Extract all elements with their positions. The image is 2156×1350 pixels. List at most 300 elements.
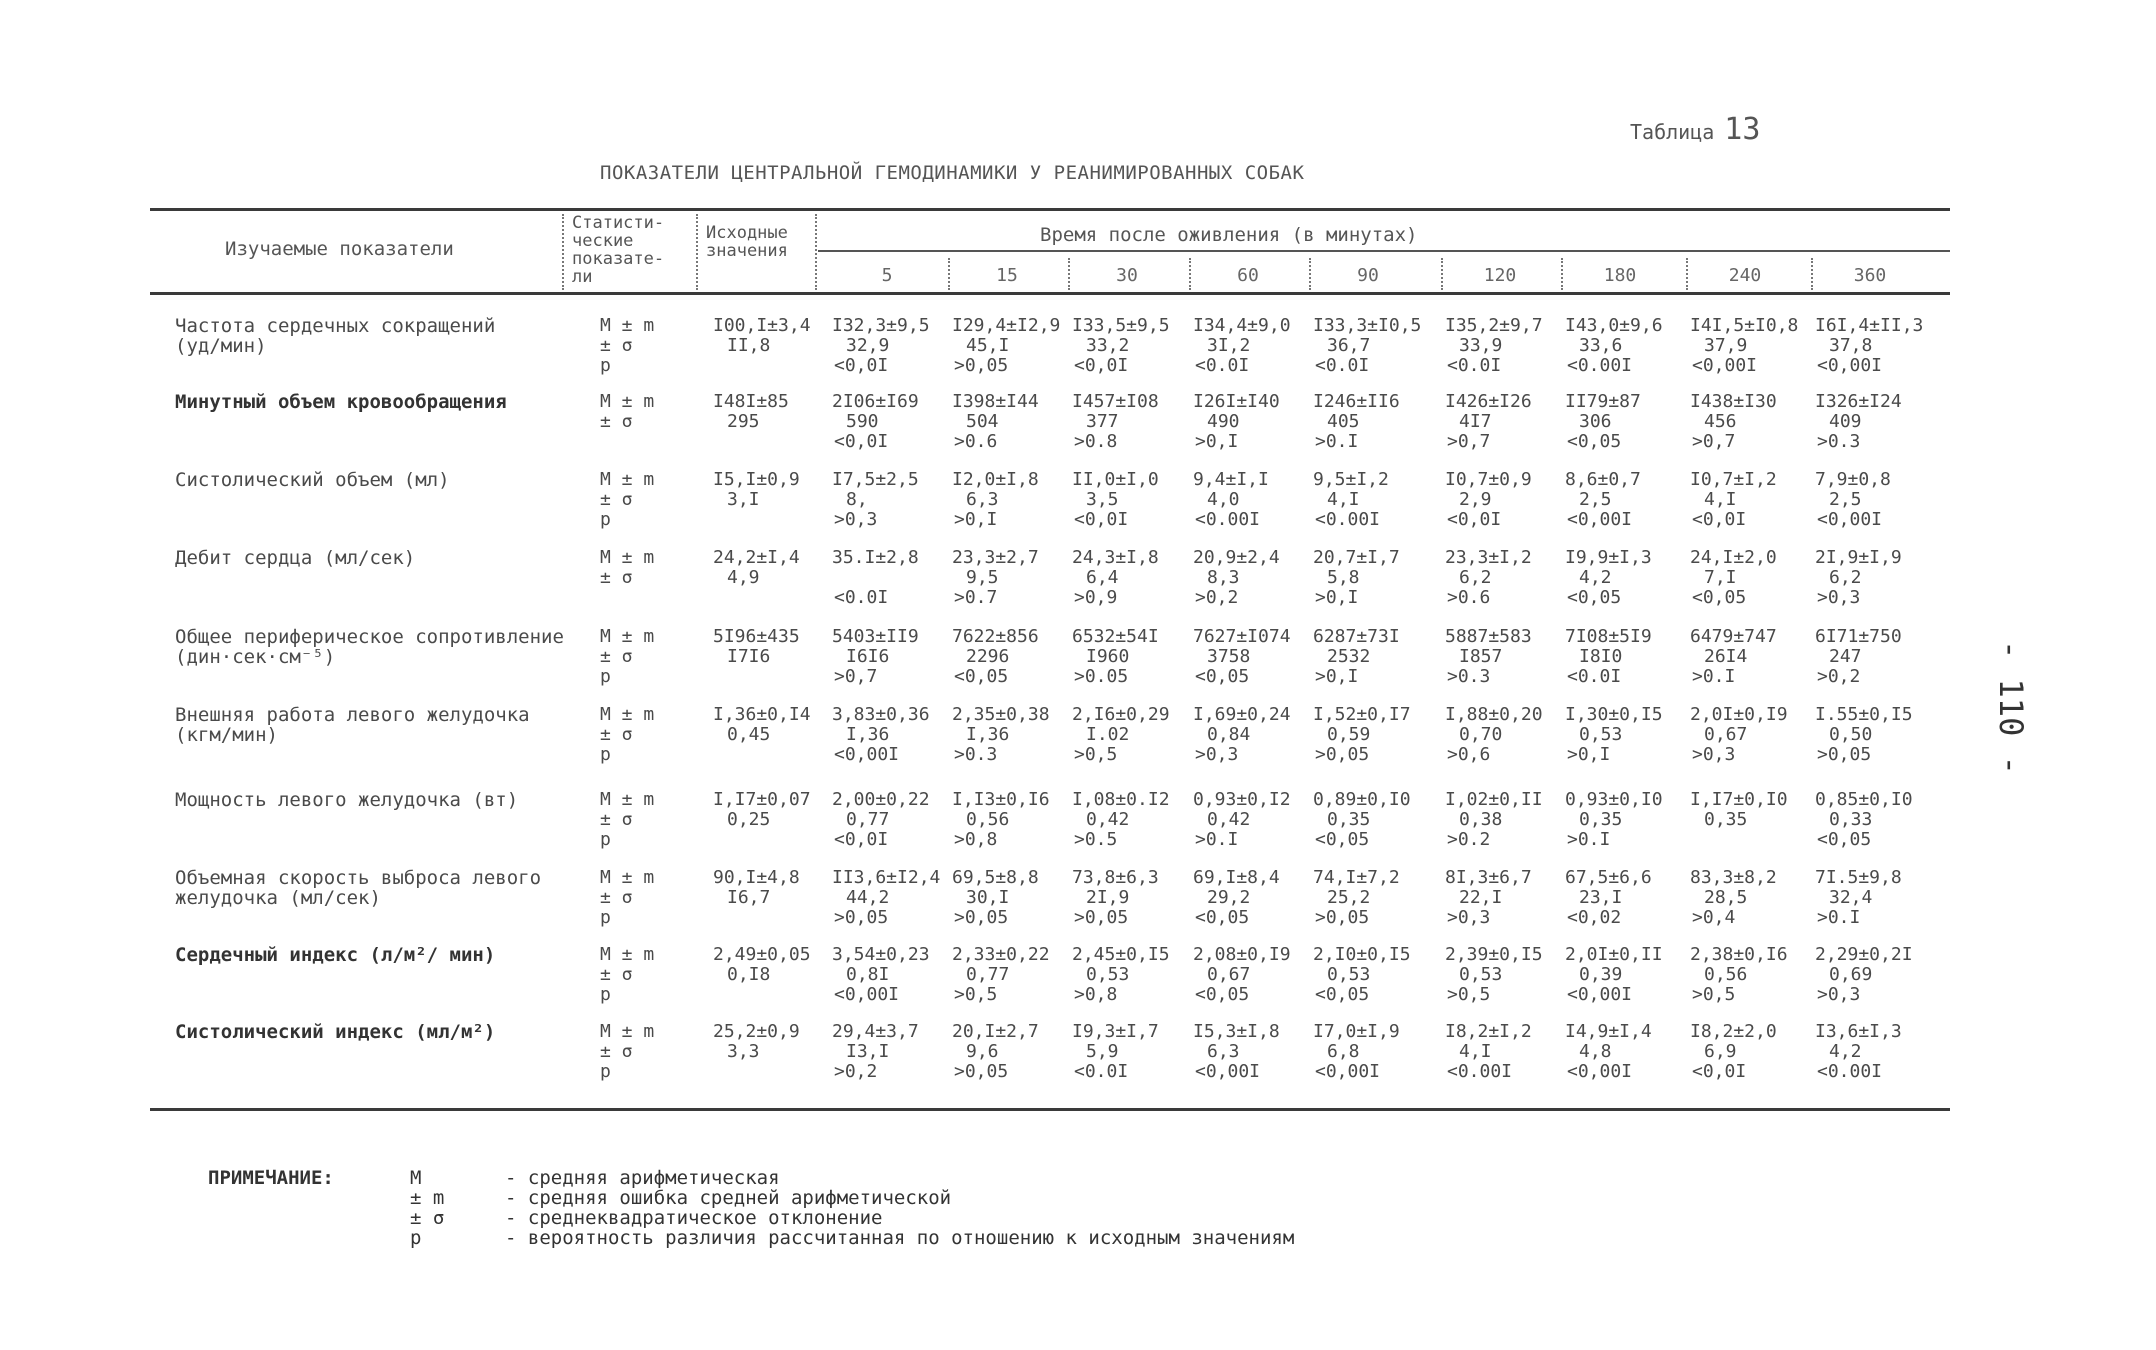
cell-mean: 20,I±2,7 xyxy=(952,1021,1039,1042)
cell-mean: I326±I24 xyxy=(1815,391,1902,412)
cell-sd: 9,5 xyxy=(966,567,999,588)
cell-sd: 36,7 xyxy=(1327,335,1371,356)
time-cell xyxy=(832,316,930,376)
cell-mean: 35.I±2,8 xyxy=(832,547,919,568)
time-cell xyxy=(1072,705,1170,765)
cell-sd: 28,5 xyxy=(1704,887,1748,908)
cell-mean: I,02±0,II xyxy=(1445,789,1543,810)
cell-p: >0.6 xyxy=(1447,587,1491,608)
cell-p: >0.2 xyxy=(1447,829,1491,850)
table-bottom-rule xyxy=(150,1108,1950,1111)
time-cell xyxy=(832,945,930,1005)
cell-mean: 2,29±0,2I xyxy=(1815,944,1913,965)
time-column-separator xyxy=(1068,258,1070,290)
row-label: Дебит сердца (мл/сек) xyxy=(175,547,416,569)
cell-sd: I6I6 xyxy=(846,646,890,667)
time-cell xyxy=(1193,868,1280,928)
cell-sd: I6,7 xyxy=(727,887,771,908)
cell-mean: I438±I30 xyxy=(1690,391,1777,412)
time-cell xyxy=(952,868,1039,928)
cell-sd: 0,69 xyxy=(1829,964,1873,985)
time-column-120: 120 xyxy=(1483,265,1517,286)
time-cell xyxy=(952,470,1039,530)
cell-p: >0.7 xyxy=(954,587,998,608)
cell-sd: 0,8I xyxy=(846,964,890,985)
cell-mean: 2,I0±0,I5 xyxy=(1313,944,1411,965)
time-cell xyxy=(1445,868,1532,928)
cell-sd: I,36 xyxy=(966,724,1010,745)
cell-p: <0,0I xyxy=(1074,509,1129,530)
cell-p: <0,05 xyxy=(1817,829,1872,850)
cell-p: <0,05 xyxy=(1195,907,1250,928)
time-cell xyxy=(1565,1022,1652,1082)
cell-sd: 405 xyxy=(1327,411,1360,432)
cell-sd: 2296 xyxy=(966,646,1010,667)
baseline-cell xyxy=(713,548,800,608)
time-column-180: 180 xyxy=(1603,265,1637,286)
cell-p: <0,0I xyxy=(834,355,889,376)
time-cell xyxy=(1193,548,1280,608)
time-cell xyxy=(1445,548,1532,608)
cell-mean: I8,2±2,0 xyxy=(1690,1021,1777,1042)
time-cell xyxy=(1565,790,1663,850)
cell-sd: 37,9 xyxy=(1704,335,1748,356)
cell-mean: I5,I±0,9 xyxy=(713,469,800,490)
row-label: Мощность левого желудочка (вт) xyxy=(175,789,519,811)
time-cell xyxy=(1445,1022,1532,1082)
cell-mean: I9,3±I,7 xyxy=(1072,1021,1159,1042)
cell-mean: I35,2±9,7 xyxy=(1445,315,1543,336)
cell-p: >0.3 xyxy=(1817,431,1861,452)
row-stat-symbols: M ± m ± σ p xyxy=(600,944,655,1005)
cell-sd: 22,I xyxy=(1459,887,1503,908)
cell-mean: 69,I±8,4 xyxy=(1193,867,1280,888)
cell-mean: I398±I44 xyxy=(952,391,1039,412)
cell-p: >0,05 xyxy=(1074,907,1129,928)
cell-sd: 26I4 xyxy=(1704,646,1748,667)
cell-mean: 2I06±I69 xyxy=(832,391,919,412)
cell-p: >0,05 xyxy=(1315,907,1370,928)
column-separator xyxy=(815,214,817,290)
cell-p: <0,05 xyxy=(1195,666,1250,687)
cell-sd: 44,2 xyxy=(846,887,890,908)
cell-p: >0.I xyxy=(1195,829,1239,850)
cell-mean: 3,54±0,23 xyxy=(832,944,930,965)
cell-mean: 67,5±6,6 xyxy=(1565,867,1652,888)
cell-sd: 409 xyxy=(1829,411,1862,432)
cell-p: >0.I xyxy=(1567,829,1611,850)
time-cell xyxy=(1072,1022,1159,1082)
cell-sd: 0,59 xyxy=(1327,724,1371,745)
cell-sd: 25,2 xyxy=(1327,887,1371,908)
cell-p: <0,00I xyxy=(834,744,900,765)
cell-p xyxy=(713,1062,800,1082)
cell-p: >0,2 xyxy=(1195,587,1239,608)
cell-mean: 6I71±750 xyxy=(1815,626,1902,647)
cell-mean: I,08±0.I2 xyxy=(1072,789,1170,810)
cell-mean: 7,9±0,8 xyxy=(1815,469,1891,490)
time-cell xyxy=(832,392,919,452)
cell-p: >0.I xyxy=(1692,666,1736,687)
cell-p: >0,05 xyxy=(1817,744,1872,765)
cell-sd: 3,3 xyxy=(727,1041,760,1062)
cell-p: >0,5 xyxy=(1074,744,1118,765)
time-cell xyxy=(1445,316,1543,376)
cell-p xyxy=(1690,830,1788,850)
cell-sd: 32,4 xyxy=(1829,887,1873,908)
cell-p: <0.00I xyxy=(1817,1061,1883,1082)
time-column-30: 30 xyxy=(1116,265,1138,286)
baseline-cell xyxy=(713,705,811,765)
cell-sd: 2I,9 xyxy=(1086,887,1130,908)
cell-mean: 23,3±I,2 xyxy=(1445,547,1532,568)
cell-sd: 4I7 xyxy=(1459,411,1492,432)
time-cell xyxy=(1313,1022,1400,1082)
time-cell xyxy=(1313,945,1411,1005)
time-cell xyxy=(1072,470,1159,530)
cell-mean: I0,7±0,9 xyxy=(1445,469,1532,490)
time-cell xyxy=(952,705,1050,765)
row-stat-symbols: M ± m ± σ p xyxy=(600,704,655,765)
header-baseline: Исходные значения xyxy=(706,223,788,261)
time-cell xyxy=(1690,868,1777,928)
time-header-rule xyxy=(818,250,1950,252)
cell-mean: I6I,4±II,3 xyxy=(1815,315,1924,336)
cell-sd: 33,6 xyxy=(1579,335,1623,356)
cell-mean: 2,33±0,22 xyxy=(952,944,1050,965)
row-stat-symbols: M ± m ± σ p xyxy=(600,315,655,376)
cell-mean: 7I08±5I9 xyxy=(1565,626,1652,647)
cell-sd: 7,I xyxy=(1704,567,1737,588)
time-cell xyxy=(1313,705,1411,765)
column-separator xyxy=(696,214,698,290)
time-cell xyxy=(1313,470,1389,530)
cell-mean: I426±I26 xyxy=(1445,391,1532,412)
time-cell xyxy=(1193,705,1291,765)
cell-sd: 6,2 xyxy=(1459,567,1492,588)
cell-p: <0,0I xyxy=(1074,355,1129,376)
cell-p: >0.5 xyxy=(1074,829,1118,850)
table-label: Таблица 13 xyxy=(1630,112,1761,147)
cell-p: <0,02 xyxy=(1567,907,1622,928)
cell-mean: I,I7±0,I0 xyxy=(1690,789,1788,810)
cell-mean: 6532±54I xyxy=(1072,626,1159,647)
cell-sd: 2,5 xyxy=(1579,489,1612,510)
cell-mean: 90,I±4,8 xyxy=(713,867,800,888)
cell-p: >0,I xyxy=(1195,431,1239,452)
cell-p: >0,05 xyxy=(954,355,1009,376)
cell-p: <0,0I xyxy=(834,829,889,850)
cell-sd: 6,2 xyxy=(1829,567,1862,588)
cell-p: <0,00I xyxy=(1817,355,1883,376)
time-cell xyxy=(832,470,919,530)
cell-sd: 4,I xyxy=(1459,1041,1492,1062)
cell-mean: 83,3±8,2 xyxy=(1690,867,1777,888)
cell-sd: 0,53 xyxy=(1579,724,1623,745)
cell-p: <0.00I xyxy=(1195,509,1261,530)
note-symbols: M ± m ± σ p xyxy=(410,1167,445,1249)
cell-p: >0,I xyxy=(954,509,998,530)
time-column-15: 15 xyxy=(996,265,1018,286)
time-cell xyxy=(1815,627,1902,687)
cell-sd: 30,I xyxy=(966,887,1010,908)
cell-mean: 29,4±3,7 xyxy=(832,1021,919,1042)
cell-mean: I29,4±I2,9 xyxy=(952,315,1061,336)
time-cell xyxy=(1565,627,1652,687)
time-cell xyxy=(832,1022,919,1082)
cell-mean: 7I.5±9,8 xyxy=(1815,867,1902,888)
baseline-cell xyxy=(713,392,789,452)
cell-mean: 24,3±I,8 xyxy=(1072,547,1159,568)
cell-mean: I4I,5±I0,8 xyxy=(1690,315,1799,336)
time-cell xyxy=(1690,392,1777,452)
cell-sd: 456 xyxy=(1704,411,1737,432)
time-cell xyxy=(1815,316,1923,376)
time-column-240: 240 xyxy=(1728,265,1762,286)
header-bottom-rule xyxy=(150,292,1950,295)
time-cell xyxy=(1690,945,1788,1005)
row-label: Объемная скорость выброса левого желудочка (мл/сек) xyxy=(175,867,542,909)
cell-p: <0.00I xyxy=(1447,1061,1513,1082)
baseline-cell xyxy=(713,316,811,376)
cell-mean: I,52±0,I7 xyxy=(1313,704,1411,725)
time-cell xyxy=(1445,392,1532,452)
cell-p: <0,05 xyxy=(1195,984,1250,1005)
time-cell xyxy=(1445,705,1543,765)
time-cell xyxy=(952,548,1039,608)
time-cell xyxy=(1565,868,1652,928)
row-stat-symbols: M ± m ± σ p xyxy=(600,1021,655,1082)
header-stat: Статисти- ческие показате- ли xyxy=(572,213,665,287)
cell-p: <0,05 xyxy=(954,666,1009,687)
cell-p: >0,3 xyxy=(1195,744,1239,765)
time-cell xyxy=(832,548,919,608)
cell-p xyxy=(713,667,800,687)
time-cell xyxy=(1565,945,1663,1005)
time-column-separator xyxy=(1561,258,1563,290)
cell-p: >0,4 xyxy=(1692,907,1736,928)
cell-sd: I960 xyxy=(1086,646,1130,667)
time-cell xyxy=(1072,868,1159,928)
time-cell xyxy=(1193,945,1291,1005)
time-cell xyxy=(952,1022,1039,1082)
time-column-separator xyxy=(1811,258,1813,290)
cell-p: >0,6 xyxy=(1447,744,1491,765)
cell-sd: 6,8 xyxy=(1327,1041,1360,1062)
cell-sd: 6,4 xyxy=(1086,567,1119,588)
page-number: - 110 - xyxy=(1992,640,2030,775)
time-cell xyxy=(1313,868,1400,928)
row-stat-symbols: M ± m ± σ p xyxy=(600,626,655,687)
table-top-rule xyxy=(150,208,1950,211)
cell-p: <0,05 xyxy=(1692,587,1747,608)
cell-mean: 2,00±0,22 xyxy=(832,789,930,810)
time-cell xyxy=(1445,945,1543,1005)
cell-mean: I3,6±I,3 xyxy=(1815,1021,1902,1042)
cell-p: >0,I xyxy=(1315,666,1359,687)
cell-p: >0,05 xyxy=(834,907,889,928)
time-cell xyxy=(1193,627,1291,687)
cell-sd: 2,9 xyxy=(1459,489,1492,510)
cell-mean: 2,I6±0,29 xyxy=(1072,704,1170,725)
cell-mean: 2,45±0,I5 xyxy=(1072,944,1170,965)
header-time-group: Время после оживления (в минутах) xyxy=(1040,224,1418,246)
cell-mean: 2,08±0,I9 xyxy=(1193,944,1291,965)
cell-p: >0,9 xyxy=(1074,587,1118,608)
cell-sd: 0,42 xyxy=(1086,809,1130,830)
cell-mean: 8,6±0,7 xyxy=(1565,469,1641,490)
cell-mean: 7622±856 xyxy=(952,626,1039,647)
time-column-separator xyxy=(1189,258,1191,290)
cell-sd: 3758 xyxy=(1207,646,1251,667)
cell-sd: 0,70 xyxy=(1459,724,1503,745)
time-cell xyxy=(1815,790,1913,850)
cell-p: >0.8 xyxy=(1074,431,1118,452)
cell-sd: 6,3 xyxy=(966,489,999,510)
time-cell xyxy=(1565,548,1652,608)
cell-p: >0.6 xyxy=(954,431,998,452)
cell-sd: 0,38 xyxy=(1459,809,1503,830)
time-cell xyxy=(1690,548,1777,608)
cell-sd: 32,9 xyxy=(846,335,890,356)
time-cell xyxy=(1313,627,1400,687)
cell-sd: I8I0 xyxy=(1579,646,1623,667)
cell-p: <0.0I xyxy=(1567,666,1622,687)
cell-p: <0,05 xyxy=(1567,587,1622,608)
header-indicator: Изучаемые показатели xyxy=(225,238,454,260)
time-cell xyxy=(952,790,1050,850)
cell-sd: 3I,2 xyxy=(1207,335,1251,356)
cell-sd: 0,84 xyxy=(1207,724,1251,745)
cell-mean: II3,6±I2,4 xyxy=(832,867,941,888)
cell-mean: I.55±0,I5 xyxy=(1815,704,1913,725)
cell-sd: 0,56 xyxy=(1704,964,1748,985)
cell-mean: 2,49±0,05 xyxy=(713,944,811,965)
row-label: Общее периферическое сопротивление (дин·сек·см⁻⁵) xyxy=(175,626,564,668)
note-heading: ПРИМЕЧАНИЕ: xyxy=(208,1167,334,1189)
cell-p: >0,7 xyxy=(1692,431,1736,452)
cell-sd: 2532 xyxy=(1327,646,1371,667)
cell-sd: 4,I xyxy=(1327,489,1360,510)
cell-mean: II79±87 xyxy=(1565,391,1641,412)
cell-p: <0,0I xyxy=(834,431,889,452)
time-cell xyxy=(832,627,919,687)
time-cell xyxy=(952,627,1039,687)
cell-sd: 0,56 xyxy=(966,809,1010,830)
time-cell xyxy=(1815,470,1891,530)
cell-p: <0.0I xyxy=(1447,355,1502,376)
cell-sd: 0,39 xyxy=(1579,964,1623,985)
cell-sd: 490 xyxy=(1207,411,1240,432)
cell-mean: 6287±73I xyxy=(1313,626,1400,647)
row-label: Внешняя работа левого желудочка (кгм/мин) xyxy=(175,704,530,746)
cell-p: >0,7 xyxy=(1447,431,1491,452)
cell-p: <0.0I xyxy=(1195,355,1250,376)
cell-sd: 4,2 xyxy=(1829,1041,1862,1062)
cell-mean: 20,9±2,4 xyxy=(1193,547,1280,568)
cell-sd: 45,I xyxy=(966,335,1010,356)
cell-p: >0.I xyxy=(1817,907,1861,928)
cell-mean: I457±I08 xyxy=(1072,391,1159,412)
cell-p: <0,00I xyxy=(1567,509,1633,530)
cell-sd: 33,9 xyxy=(1459,335,1503,356)
cell-p: >0,2 xyxy=(1817,666,1861,687)
time-cell xyxy=(1072,627,1159,687)
time-cell xyxy=(1690,1022,1777,1082)
cell-p: <0,00I xyxy=(1567,1061,1633,1082)
time-cell xyxy=(1193,392,1280,452)
cell-mean: I32,3±9,5 xyxy=(832,315,930,336)
cell-p xyxy=(713,356,811,376)
cell-sd: I3,I xyxy=(846,1041,890,1062)
cell-mean: I4,9±I,4 xyxy=(1565,1021,1652,1042)
cell-p: <0,0I xyxy=(1447,509,1502,530)
cell-mean: 2,39±0,I5 xyxy=(1445,944,1543,965)
cell-sd: 504 xyxy=(966,411,999,432)
time-cell xyxy=(1193,790,1291,850)
cell-mean: I,I7±0,07 xyxy=(713,789,811,810)
cell-sd: 0,I8 xyxy=(727,964,771,985)
cell-mean: I7,0±I,9 xyxy=(1313,1021,1400,1042)
time-cell xyxy=(1815,868,1902,928)
cell-mean: 2,35±0,38 xyxy=(952,704,1050,725)
cell-mean: 2,38±0,I6 xyxy=(1690,944,1788,965)
cell-mean: 5I96±435 xyxy=(713,626,800,647)
row-stat-symbols: M ± m ± σ p xyxy=(600,469,655,530)
cell-mean: 8I,3±6,7 xyxy=(1445,867,1532,888)
time-cell xyxy=(1313,392,1400,452)
time-cell xyxy=(1445,627,1532,687)
cell-p xyxy=(713,985,811,1005)
cell-p: <0,05 xyxy=(1315,984,1370,1005)
time-cell xyxy=(1072,316,1170,376)
cell-p: >0,2 xyxy=(834,1061,878,1082)
time-cell xyxy=(1193,1022,1280,1082)
cell-mean: 0,89±0,I0 xyxy=(1313,789,1411,810)
time-cell xyxy=(1313,316,1421,376)
cell-mean: 74,I±7,2 xyxy=(1313,867,1400,888)
cell-sd: 29,2 xyxy=(1207,887,1251,908)
time-cell xyxy=(952,945,1050,1005)
row-stat-symbols: M ± m ± σ xyxy=(600,547,655,588)
cell-sd: 0,67 xyxy=(1207,964,1251,985)
cell-sd: 247 xyxy=(1829,646,1862,667)
cell-p: >0,8 xyxy=(954,829,998,850)
cell-mean: I33,3±I0,5 xyxy=(1313,315,1422,336)
cell-mean: I,30±0,I5 xyxy=(1565,704,1663,725)
baseline-cell xyxy=(713,627,800,687)
cell-sd: 0,35 xyxy=(1704,809,1748,830)
cell-p: <0.0I xyxy=(834,587,889,608)
cell-sd: 37,8 xyxy=(1829,335,1873,356)
time-cell xyxy=(1690,470,1777,530)
baseline-cell xyxy=(713,945,811,1005)
cell-p: <0.0I xyxy=(1074,1061,1129,1082)
time-cell xyxy=(1690,790,1788,850)
cell-mean: I00,I±3,4 xyxy=(713,315,811,336)
cell-p xyxy=(713,830,811,850)
cell-p: >0,05 xyxy=(954,907,1009,928)
baseline-cell xyxy=(713,868,800,928)
time-cell xyxy=(1565,470,1641,530)
cell-mean: I7,5±2,5 xyxy=(832,469,919,490)
time-column-separator xyxy=(1686,258,1688,290)
cell-mean: 25,2±0,9 xyxy=(713,1021,800,1042)
cell-sd: 5,9 xyxy=(1086,1041,1119,1062)
cell-mean: 7627±I074 xyxy=(1193,626,1291,647)
cell-mean: I43,0±9,6 xyxy=(1565,315,1663,336)
cell-p xyxy=(713,908,800,928)
